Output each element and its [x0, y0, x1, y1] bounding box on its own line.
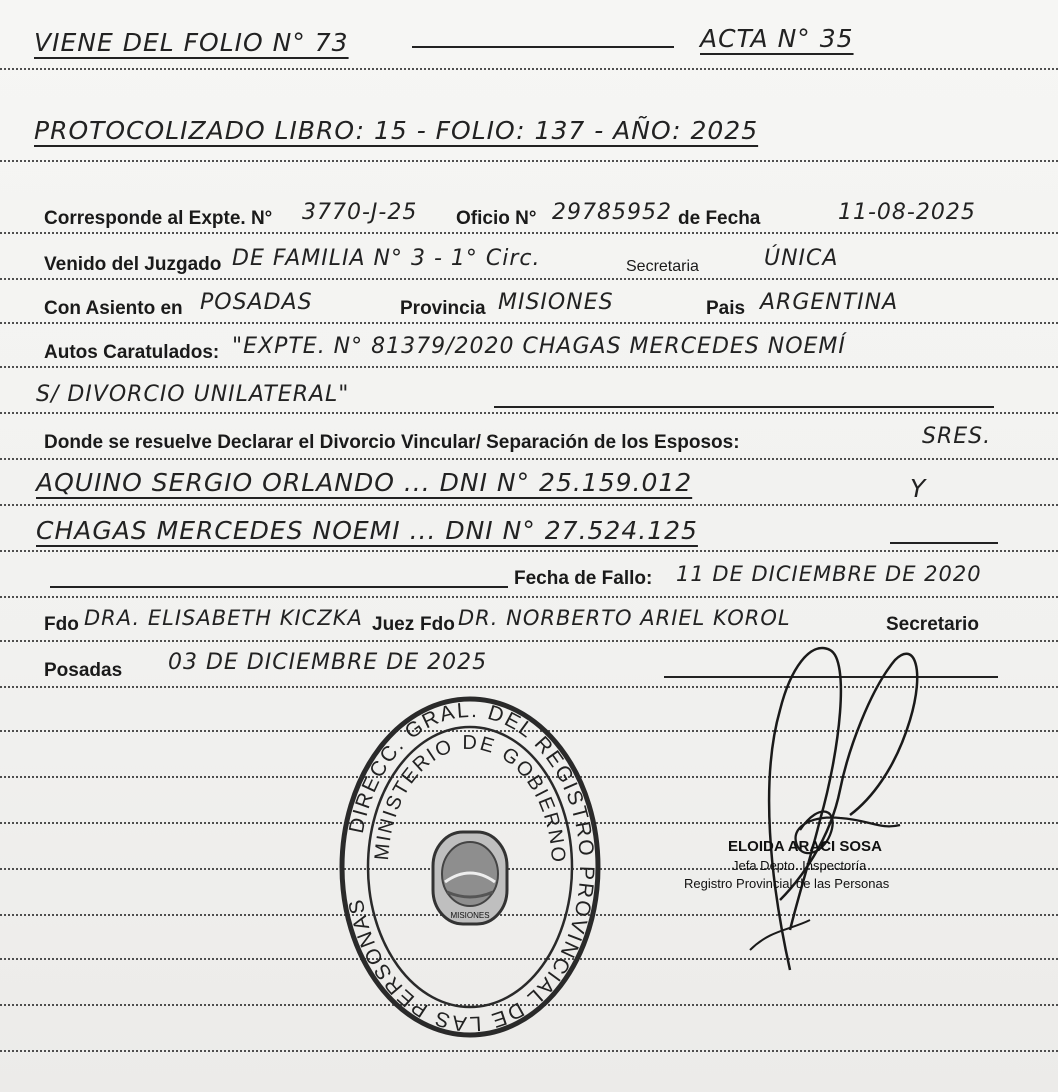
stamp-org: Registro Provincial de las Personas	[684, 876, 890, 891]
label-donde: Donde se resuelve Declarar el Divorcio Vincular/ Separación de los Esposos:	[44, 432, 740, 453]
acta-number: ACTA N° 35	[700, 24, 854, 53]
provincia-value: MISIONES	[498, 290, 614, 315]
label-secretaria: Secretaria	[626, 258, 699, 275]
official-seal	[335, 692, 605, 1042]
fallo-value: 11 DE DICIEMBRE DE 2020	[676, 562, 982, 586]
ruled-line	[0, 458, 1058, 460]
label-expte: Corresponde al Expte. N°	[44, 208, 273, 229]
ruled-line	[0, 550, 1058, 552]
provincial-emblem-icon	[433, 832, 507, 924]
fecha-value: 11-08-2025	[838, 200, 976, 225]
esposa: CHAGAS MERCEDES NOEMI ... DNI N° 27.524.125	[36, 516, 698, 545]
fecha-posadas: 03 DE DICIEMBRE DE 2025	[168, 650, 488, 675]
fill-line	[890, 542, 998, 544]
protocolizado: PROTOCOLIZADO LIBRO: 15 - FOLIO: 137 - AÑO: 2025	[34, 116, 759, 145]
label-posadas: Posadas	[44, 660, 123, 681]
label-fecha: de Fecha	[678, 208, 761, 229]
handwritten-signature	[730, 630, 950, 990]
label-asiento: Con Asiento en	[44, 298, 183, 319]
ruled-line	[0, 68, 1058, 70]
expte-value: 3770-J-25	[302, 200, 418, 225]
asiento-value: POSADAS	[200, 290, 313, 315]
seal-inner-text: MINISTERIO DE GOBIERNO	[370, 731, 570, 865]
emblem-label: MISIONES	[450, 911, 490, 920]
fill-line	[494, 406, 994, 408]
label-provincia: Provincia	[400, 298, 486, 319]
label-fdo-juez: Fdo	[44, 614, 79, 635]
sres: SRES.	[922, 424, 992, 449]
juez-nombre: DRA. ELISABETH KICZKA	[84, 606, 363, 630]
label-juez: Juez	[372, 614, 415, 635]
stamp-name: ELOIDA ARACI SOSA	[728, 838, 882, 855]
esposo: AQUINO SERGIO ORLANDO ... DNI N° 25.159.012	[36, 468, 693, 497]
ruled-line	[0, 504, 1058, 506]
viene-del-folio: VIENE DEL FOLIO N° 73	[34, 28, 349, 57]
stamp-title: Jefa Depto. Inspectoría	[732, 858, 867, 873]
autos-line-2: S/ DIVORCIO UNILATERAL"	[36, 382, 350, 407]
secretaria-value: ÚNICA	[764, 246, 839, 271]
seal-outer-text: DIRECC. GRAL. DEL REGISTRO PROVINCIAL DE LAS PERSONAS	[344, 698, 599, 1036]
label-secretario: Secretario	[886, 614, 979, 635]
label-fallo: Fecha de Fallo:	[514, 568, 653, 589]
ruled-line	[0, 160, 1058, 162]
fill-line	[412, 46, 674, 48]
conector-y: Y	[910, 474, 927, 503]
ruled-line	[0, 278, 1058, 280]
label-autos: Autos Caratulados:	[44, 342, 220, 363]
label-oficio: Oficio N°	[456, 208, 537, 229]
label-pais: Pais	[706, 298, 746, 319]
official-name-stamp	[676, 830, 986, 900]
ruled-line	[0, 366, 1058, 368]
label-juzgado: Venido del Juzgado	[44, 254, 222, 275]
ruled-line	[0, 1050, 1058, 1052]
label-fdo-secretario: Fdo	[420, 614, 455, 635]
ruled-line	[0, 322, 1058, 324]
ruled-line	[0, 232, 1058, 234]
oficio-value: 29785952	[552, 200, 672, 225]
autos-line-1: "EXPTE. N° 81379/2020 CHAGAS MERCEDES NOEMÍ	[232, 334, 846, 359]
juzgado-value: DE FAMILIA N° 3 - 1° Circ.	[232, 246, 541, 271]
ruled-line	[0, 412, 1058, 414]
pais-value: ARGENTINA	[760, 290, 899, 315]
fill-line	[50, 586, 508, 588]
ruled-line	[0, 596, 1058, 598]
secretario-nombre: DR. NORBERTO ARIEL KOROL	[458, 606, 791, 630]
